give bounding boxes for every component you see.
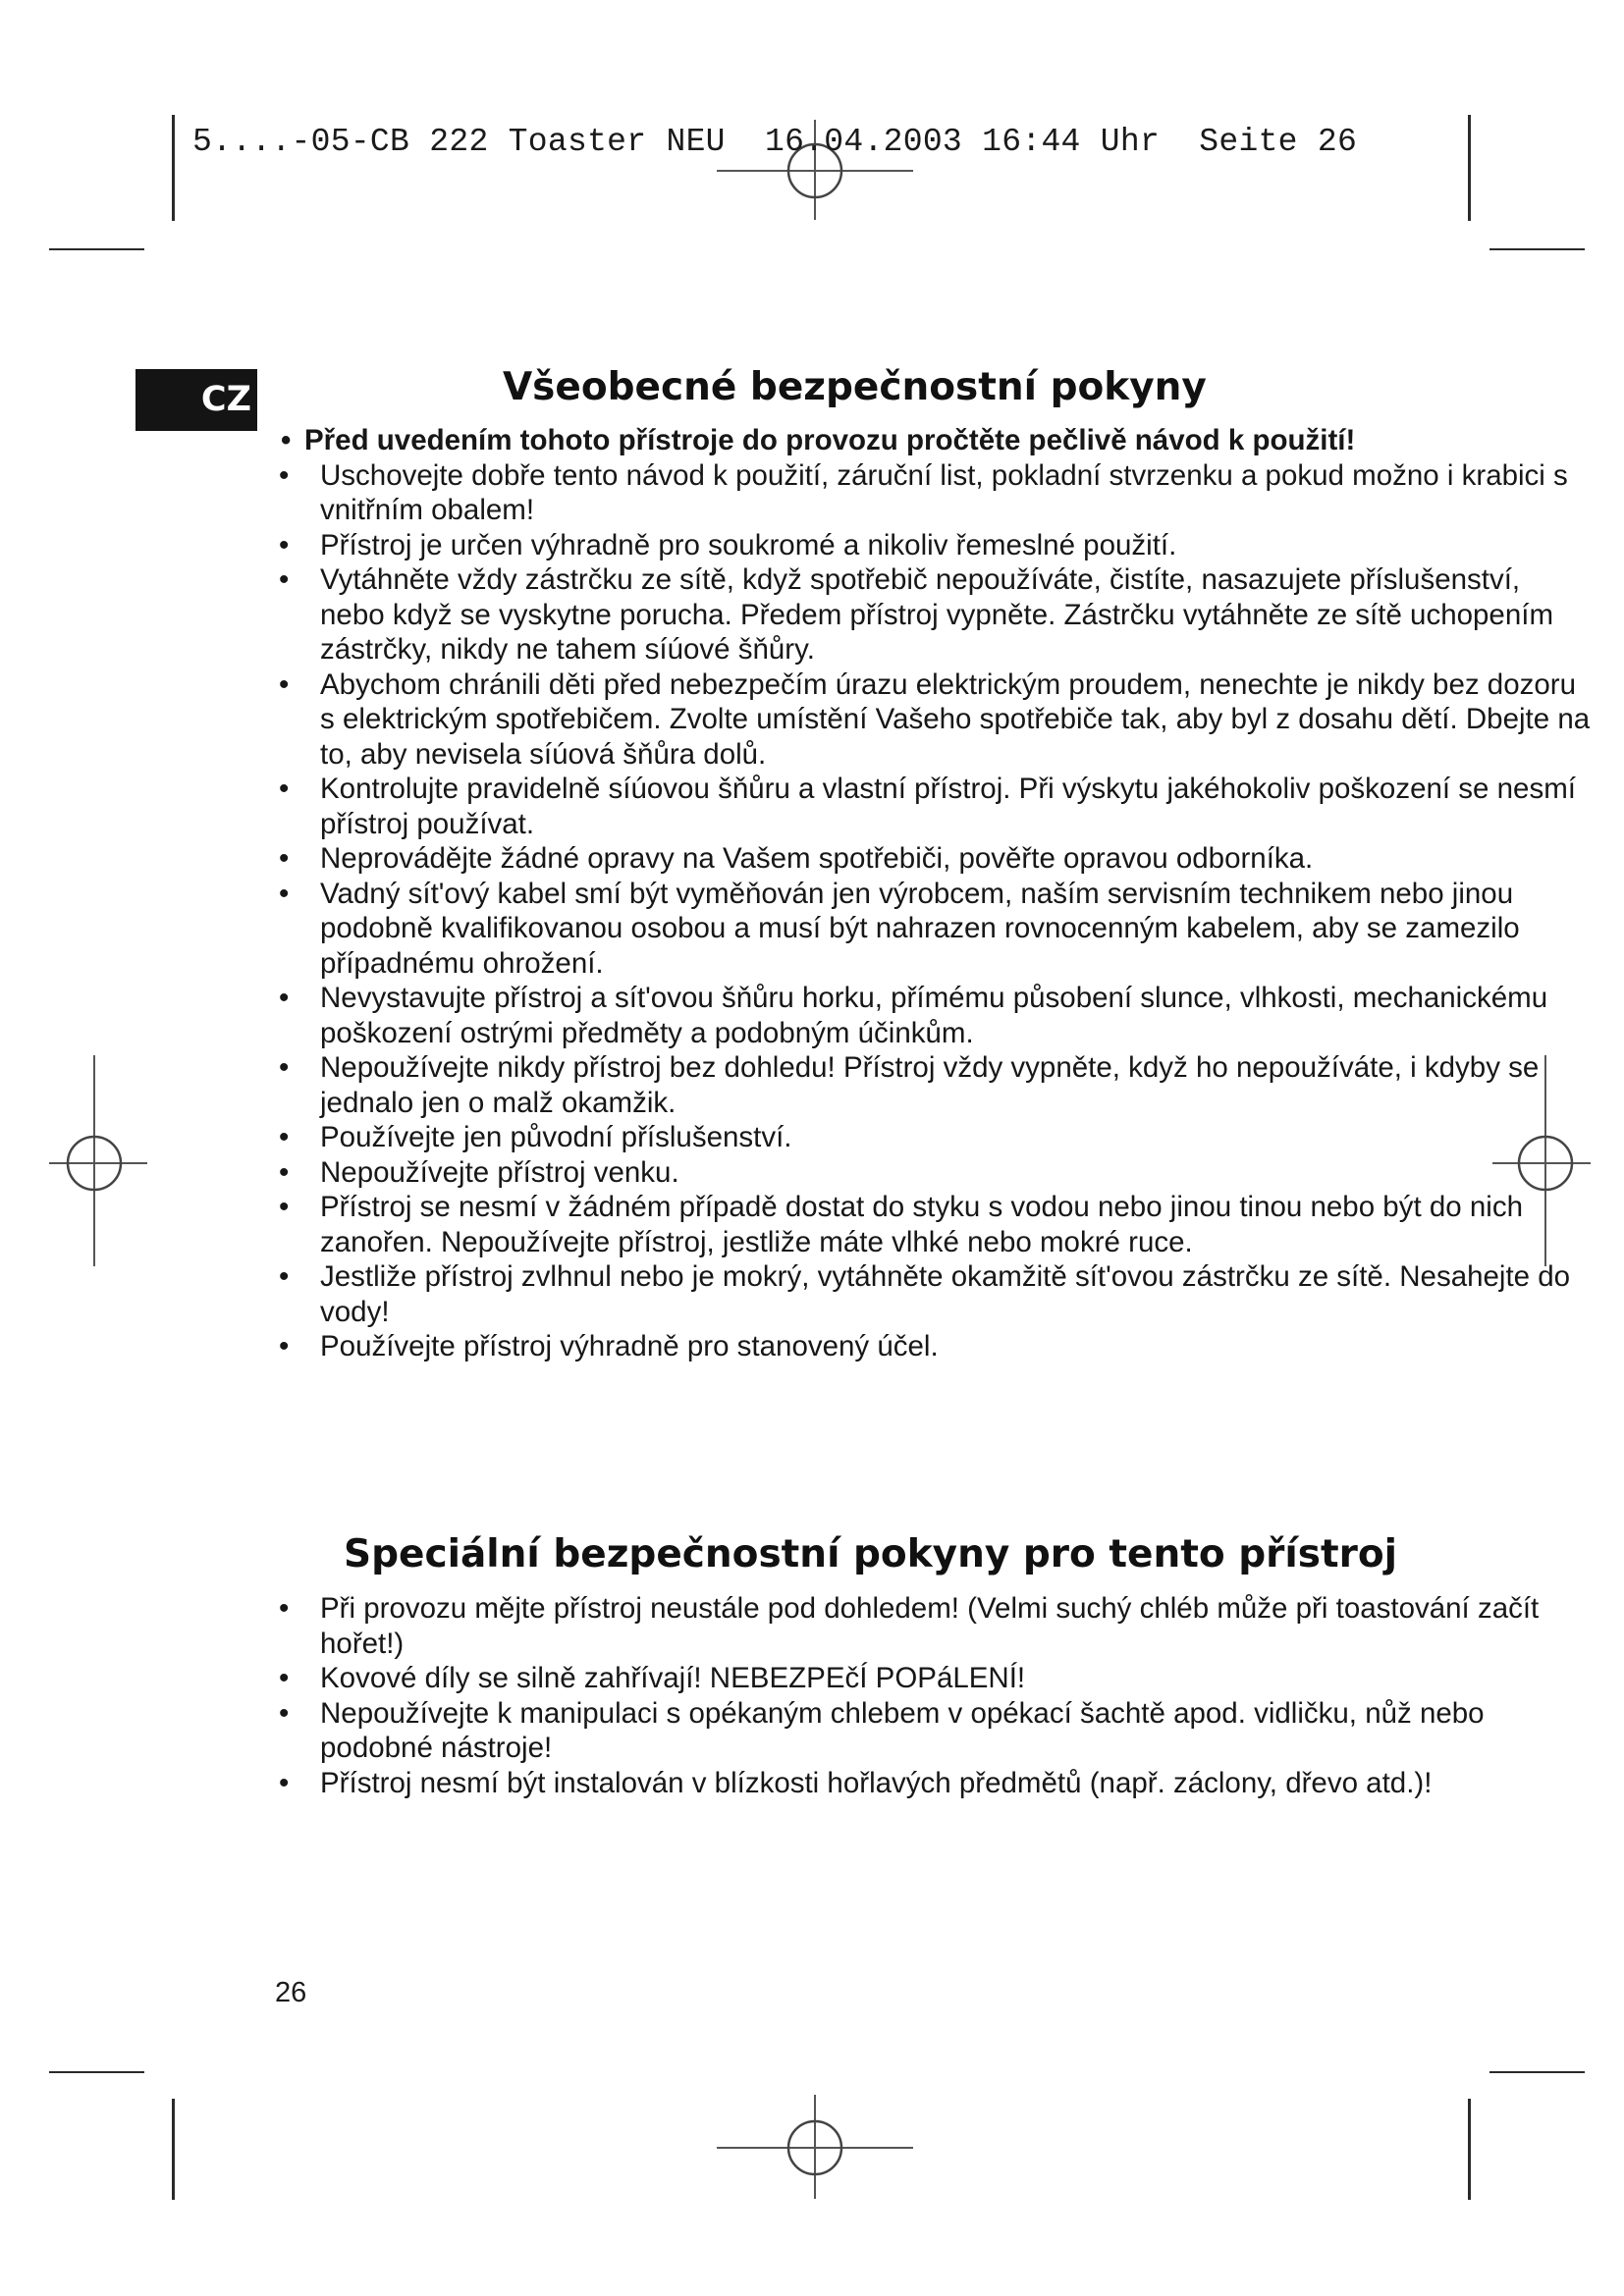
crop-mark-top-left-vertical	[172, 115, 175, 221]
list-item-text: Vadný sít'ový kabel smí být vyměňován jen výrobcem, naším servisním technikem nebo jinou podobně kvalifikovanou osobou a musí být nahrazen rovnocenným kabelem, aby se zamezilo případnému ohrožení.	[320, 877, 1520, 980]
crop-mark-bottom-left-vertical	[172, 2099, 175, 2200]
list-item-text: Kontrolujte pravidelně síúovou šňůru a vlastní přístroj. Při výskytu jakéhokoliv poškození se nesmí přístroj používat.	[320, 773, 1576, 840]
page-number: 26	[275, 1977, 307, 2008]
list-item-text: Používejte jen původní příslušenství.	[320, 1121, 792, 1153]
list-item-text: Kovové díly se silně zahřívají! NEBEZPEčÍ POPáLENÍ!	[320, 1662, 1026, 1694]
list-item-text: Abychom chránili děti před nebezpečím úrazu elektrickým proudem, nenechte je nikdy bez dozoru s elektrickým spotřebičem. Zvolte umístění Vašeho spotřebiče tak, aby byl z dosahu dětí. Dbejte na to, aby nevisela síúová šňůra dolů.	[320, 667, 1591, 771]
language-tab: CZ	[135, 369, 257, 431]
registration-mark-bottom-icon	[707, 2091, 923, 2209]
list-item-text: Přístroj nesmí být instalován v blízkosti hořlavých předmětů (např. záclony, dřevo atd.)!	[320, 1766, 1433, 1799]
list-item	[271, 423, 1592, 458]
list-item	[271, 667, 1592, 773]
list-item	[271, 772, 1592, 841]
list-item-text: Používejte přístroj výhradně pro stanovený účel.	[320, 1330, 939, 1362]
list-item	[271, 1591, 1592, 1661]
list-item	[271, 981, 1592, 1050]
list-item-text: Nepoužívejte nikdy přístroj bez dohledu! Přístroj vždy vypněte, když ho nepoužíváte, i kdyby se jednalo jen o malž okamžik.	[320, 1051, 1540, 1119]
list-item-text: Nevystavujte přístroj a sít'ovou šňůru horku, přímému působení slunce, vlhkosti, mechanickému poškození ostrými předměty a podobným účinkům.	[320, 982, 1548, 1049]
list-item-text: Při provozu mějte přístroj neustále pod dohledem! (Velmi suchý chléb může při toastování začít hořet!)	[320, 1592, 1540, 1660]
list-item	[271, 562, 1592, 667]
list-item	[271, 877, 1592, 982]
list-item	[271, 1329, 1592, 1364]
section-heading-general-safety: Všeobecné bezpečnostní pokyny	[503, 365, 1207, 409]
special-safety-list	[271, 1591, 1592, 1800]
print-header-slug: 5....-05-CB 222 Toaster NEU 16.04.2003 16:44 Uhr Seite 26	[192, 124, 1358, 160]
list-item-text: Přístroj se nesmí v žádném případě dostat do styku s vodou nebo jinou tinou nebo být do nich zanořen. Nepoužívejte přístroj, jestliže máte vlhké nebo mokré ruce.	[320, 1191, 1523, 1258]
list-item-text: Nepoužívejte přístroj venku.	[320, 1155, 679, 1189]
list-item	[271, 1155, 1592, 1191]
list-item	[271, 458, 1592, 528]
crop-mark-top-left-horizontal	[49, 248, 144, 250]
crop-mark-bottom-right-horizontal	[1489, 2071, 1585, 2073]
list-item	[271, 1661, 1592, 1696]
list-item	[271, 1259, 1592, 1329]
list-item-text: Před uvedením tohoto přístroje do provozu pročtěte pečlivě návod k použití!	[304, 424, 1356, 456]
crop-mark-top-right-horizontal	[1489, 248, 1585, 250]
list-item	[271, 841, 1592, 877]
list-item	[271, 1190, 1592, 1259]
crop-mark-top-right-vertical	[1468, 115, 1471, 221]
list-item	[271, 1050, 1592, 1120]
list-item-text: Neprovádějte žádné opravy na Vašem spotřebiči, pověřte opravou odborníka.	[320, 842, 1314, 875]
list-item	[271, 1766, 1592, 1801]
section-heading-special-safety: Speciální bezpečnostní pokyny pro tento přístroj	[344, 1532, 1398, 1576]
list-item-text: Jestliže přístroj zvlhnul nebo je mokrý, vytáhněte okamžitě sít'ovou zástrčku ze sítě. Nesahejte do vody!	[320, 1260, 1571, 1328]
list-item-text: Uschovejte dobře tento návod k použití, záruční list, pokladní stvrzenku a pokud možno i krabici s vnitřním obalem!	[320, 458, 1568, 526]
crop-mark-bottom-right-vertical	[1468, 2099, 1471, 2200]
list-item	[271, 1120, 1592, 1155]
crop-mark-bottom-left-horizontal	[49, 2071, 144, 2073]
list-item-text: Nepoužívejte k manipulaci s opékaným chlebem v opékací šachtě apod. vidličku, nůž nebo podobné nástroje!	[320, 1696, 1485, 1764]
list-item-text: Přístroj je určen výhradně pro soukromé a nikoliv řemeslné použití.	[320, 528, 1177, 561]
list-item-text: Vytáhněte vždy zástrčku ze sítě, když spotřebič nepoužíváte, čistíte, nasazujete příslušenství, nebo když se vyskytne porucha. Předem přístroj vypněte. Zástrčku vytáhněte ze sítě uchopením zástrčky, nikdy ne tahem síúové šňůry.	[320, 563, 1554, 666]
registration-mark-left-icon	[39, 1055, 157, 1271]
list-item	[271, 528, 1592, 563]
list-item	[271, 1696, 1592, 1766]
general-safety-list	[271, 423, 1592, 1364]
